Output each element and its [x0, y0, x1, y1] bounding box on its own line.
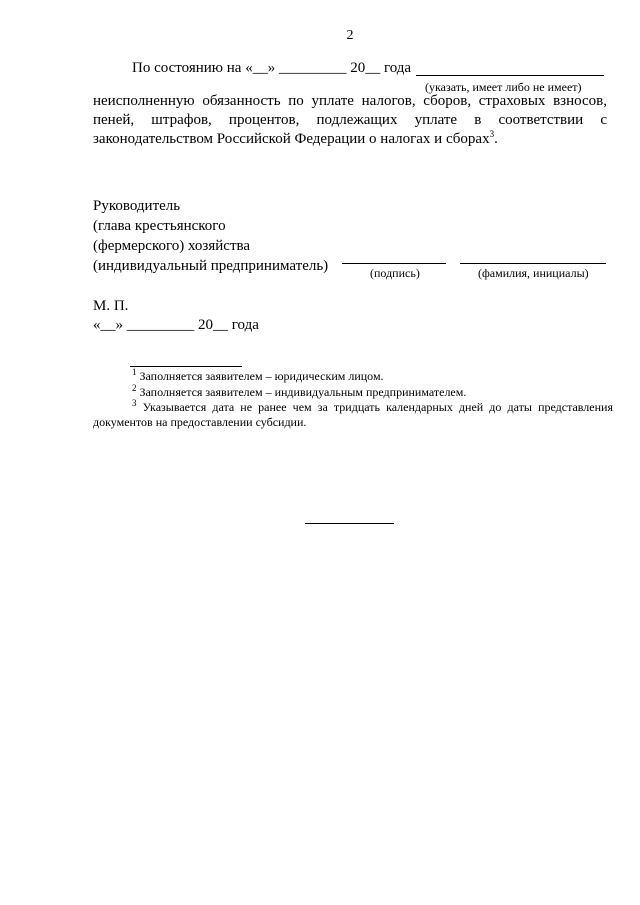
end-separator [305, 523, 394, 524]
footnote-text: Заполняется заявителем – индивидуальным предпринимателем. [136, 385, 467, 399]
paragraph-line-last [93, 130, 607, 149]
footnote-3 [93, 400, 613, 430]
footnote-separator [130, 366, 242, 367]
footnote-text: Указывается дата не ранее чем за тридцать календарных дней до даты представления [136, 400, 613, 414]
status-line-text: По состоянию на «__» _________ 20__ года [132, 60, 412, 76]
footnote-1 [132, 369, 384, 384]
stamp-label: М. П. [93, 298, 129, 314]
status-hint: (указать, имеет либо не имеет) [425, 80, 582, 94]
signatory-line: (индивидуальный предприниматель) [93, 258, 329, 274]
signature-hint: (подпись) [370, 266, 420, 280]
footnote-num: 1 [132, 367, 137, 377]
footnote-text: Заполняется заявителем – юридическим лицом. [136, 369, 384, 383]
signatory-line: (фермерского) хозяйства [93, 238, 251, 254]
footnote-3-line-2: документов на предоставлении субсидии. [93, 415, 307, 429]
signatory-line: (глава крестьянского [93, 218, 226, 234]
obligation-paragraph [93, 92, 607, 149]
footnote-3-line-1 [93, 400, 613, 415]
paragraph-end: . [494, 131, 498, 147]
footnote-2 [132, 385, 466, 400]
paragraph-line: неисполненную обязанность по уплате налогов, сборов, страховых взносов, [93, 93, 607, 109]
footnote-ref-3: 3 [489, 129, 495, 139]
date-line: «__» _________ 20__ года [93, 317, 259, 333]
signatory-title: Руководитель [93, 198, 181, 214]
page-number: 2 [346, 28, 354, 43]
signatory-block [93, 196, 328, 276]
paragraph-line: пеней, штрафов, процентов, подлежащих уплате в соответствии с [93, 112, 607, 128]
status-line [132, 60, 411, 77]
name-field[interactable] [460, 262, 606, 264]
signature-field[interactable] [342, 262, 446, 264]
footnote-num: 2 [132, 383, 137, 393]
status-blank-line [416, 75, 604, 76]
footnote-num: 3 [132, 398, 137, 408]
paragraph-line: законодательством Российской Федерации о налогах и сборах [93, 131, 490, 147]
name-hint: (фамилия, инициалы) [478, 266, 589, 280]
